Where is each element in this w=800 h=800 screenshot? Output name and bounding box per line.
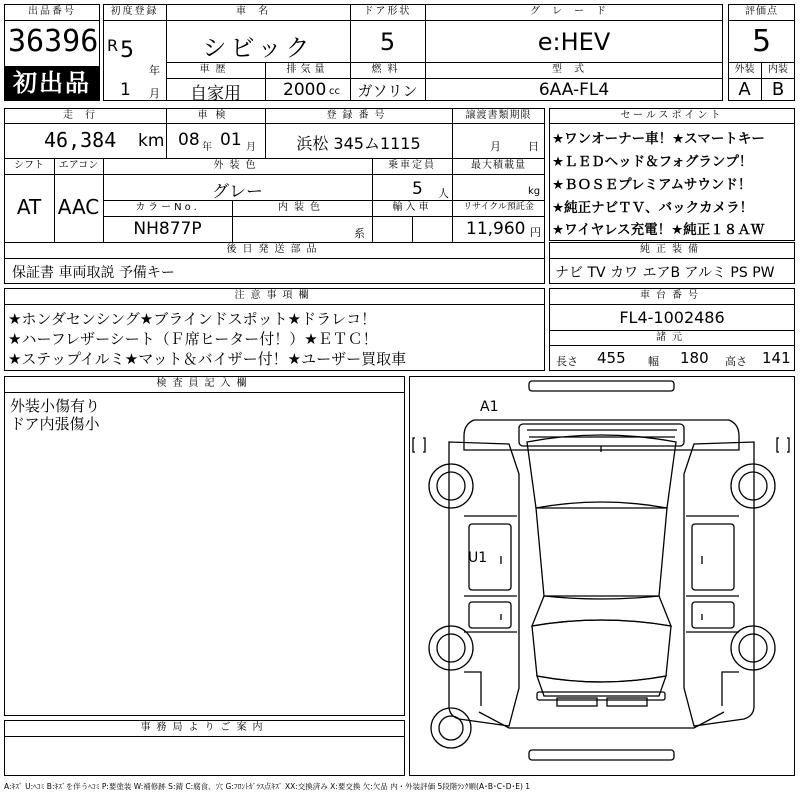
history: 自家用 <box>190 84 241 104</box>
ext-grade-header: 外装 <box>734 64 755 75</box>
sales-line: ★ＢＯＳＥプレミアムサウンド！ <box>552 177 752 193</box>
history-header: 車歴 <box>199 64 232 75</box>
sales-line: ★純正ナビＴＶ、バックカメラ！ <box>552 200 754 216</box>
length: 455 <box>597 349 626 367</box>
transfer-header: 譲渡書類期限 <box>465 110 532 121</box>
later-parts-header: 後日発送部品 <box>226 244 323 255</box>
mileage-header: 走行 <box>63 110 107 121</box>
mileage-unit: km <box>138 131 165 151</box>
capacity-unit: 人 <box>438 187 449 200</box>
inspection-header: 車検 <box>197 110 234 121</box>
sales-line: ★ＬＥＤヘッド＆フォグランプ！ <box>552 154 753 170</box>
recycle-fee: 11,960 <box>466 219 526 239</box>
later-parts: 保証書 車両取説 予備キー <box>12 265 175 281</box>
car-name: シビック <box>202 34 314 62</box>
grade: e:HEV <box>537 28 611 56</box>
int-grade-header: 内装 <box>768 64 788 75</box>
notes-line: ★ホンダセンシング★ブラインドスポット★ドラレコ！ <box>8 310 377 328</box>
sales-line: ★ワイヤレス充電！★純正１８ＡＷ <box>552 222 765 238</box>
import-header: 輸入車 <box>392 202 432 213</box>
color-no-header: カラーNo. <box>135 202 200 213</box>
color-header: 外装色 <box>213 160 262 171</box>
door-count: 5 <box>379 28 396 56</box>
inspector-header: 検査員記入欄 <box>156 378 253 389</box>
damage-mark-a1: A1 <box>480 399 499 415</box>
ac: AAC <box>57 195 100 219</box>
height-label: 高さ <box>725 355 747 368</box>
shift-header: シフト <box>14 160 44 171</box>
sales-line: ★ワンオーナー車！★スマートキー <box>552 131 765 147</box>
model: 6AA-FL4 <box>538 80 610 100</box>
plate: 浜松 345ム1115 <box>296 134 421 153</box>
color: グレー <box>212 182 263 202</box>
inspection-month: 01 <box>220 130 242 150</box>
inspector-line: 外装小傷有り <box>10 397 101 415</box>
notes-line: ★ハーフレザーシート（Ｆ席ヒーター付！）★ＥＴＣ！ <box>8 330 378 348</box>
width: 180 <box>680 349 709 367</box>
inspection-year: 08 <box>178 130 200 150</box>
month-unit: 月 <box>149 87 160 100</box>
car-name-header: 車名 <box>236 6 280 17</box>
score-header: 評価点 <box>745 6 778 17</box>
first-reg-header: 初度登録 <box>110 6 159 17</box>
fuel: ガソリン <box>357 82 418 100</box>
load-header: 最大積載量 <box>471 160 526 171</box>
genuine-items: ナビ TV カワ エアB アルミ PS PW <box>555 265 775 281</box>
displacement-unit: cc <box>329 86 340 97</box>
interior-unit: 系 <box>354 227 365 240</box>
office-header: 事務局よりご案内 <box>140 722 269 733</box>
displacement-header: 排気量 <box>286 64 329 75</box>
chassis-header: 車台番号 <box>640 290 704 301</box>
length-label: 長さ <box>556 355 578 368</box>
model-header: 型式 <box>552 64 596 75</box>
height: 141 <box>762 349 791 367</box>
grade-header: グレード <box>530 6 618 17</box>
car-diagram <box>409 376 795 776</box>
load-unit: kg <box>528 186 541 197</box>
recycle-header: リサイクル預託金 <box>463 202 534 212</box>
shift: AT <box>16 195 42 219</box>
inspection-year-unit: 年 <box>202 142 212 153</box>
inspector-line: ドア内張傷小 <box>10 415 100 433</box>
transfer-day: 日 <box>528 140 539 153</box>
capacity-header: 乗車定員 <box>388 160 436 171</box>
displacement: 2000 <box>283 80 327 100</box>
ac-header: エアコン <box>58 160 99 171</box>
first-reg-year: 5 <box>120 38 134 63</box>
dims-header: 諸元 <box>656 332 688 343</box>
int-grade: B <box>771 79 785 100</box>
notes-line: ★ステップイルミ★マット＆バイザー付！★ユーザー買取車 <box>8 350 407 368</box>
era-label: R <box>107 36 119 55</box>
color-no: NH877P <box>133 219 202 239</box>
score: 5 <box>751 24 772 59</box>
legend-text: A:ｷｽﾞ U:ﾍｺﾐ B:ｷｽﾞを伴うﾍｺﾐ P:要塗装 W:補修跡 S:錆 C:腐食、穴 G:ﾌﾛﾝﾄｶﾞﾗｽ点ｷｽﾞ XX:交換済み X:要交換 欠:欠品 内・外装評価 5段階ﾗﾝｸ順(A･B･C･D･E) 1 <box>4 782 531 791</box>
ext-grade: A <box>738 79 751 100</box>
sales-header: セールスポイント <box>620 110 724 121</box>
plate-header: 登録番号 <box>326 110 391 121</box>
inspection-month-unit: 月 <box>246 142 256 153</box>
year-unit: 年 <box>149 64 160 77</box>
mileage: 46,384 <box>44 128 117 152</box>
fuel-header: 燃料 <box>371 64 404 75</box>
first-reg-month: 1 <box>120 80 131 100</box>
width-label: 幅 <box>648 355 659 368</box>
door-header: ドア形状 <box>363 6 412 17</box>
capacity: 5 <box>412 179 423 199</box>
notes-header: 注意事項欄 <box>234 290 315 301</box>
damage-mark-u1: U1 <box>468 550 488 566</box>
transfer-month: 月 <box>490 140 501 153</box>
first-listing-label: 初出品 <box>13 69 91 97</box>
lot-number: 36396 <box>8 24 99 59</box>
genuine-header: 純正装備 <box>640 244 704 255</box>
lot-header: 出品番号 <box>28 6 76 17</box>
interior-header: 内装色 <box>278 202 326 213</box>
recycle-unit: 円 <box>530 226 541 239</box>
chassis-number: FL4-1002486 <box>619 308 725 327</box>
